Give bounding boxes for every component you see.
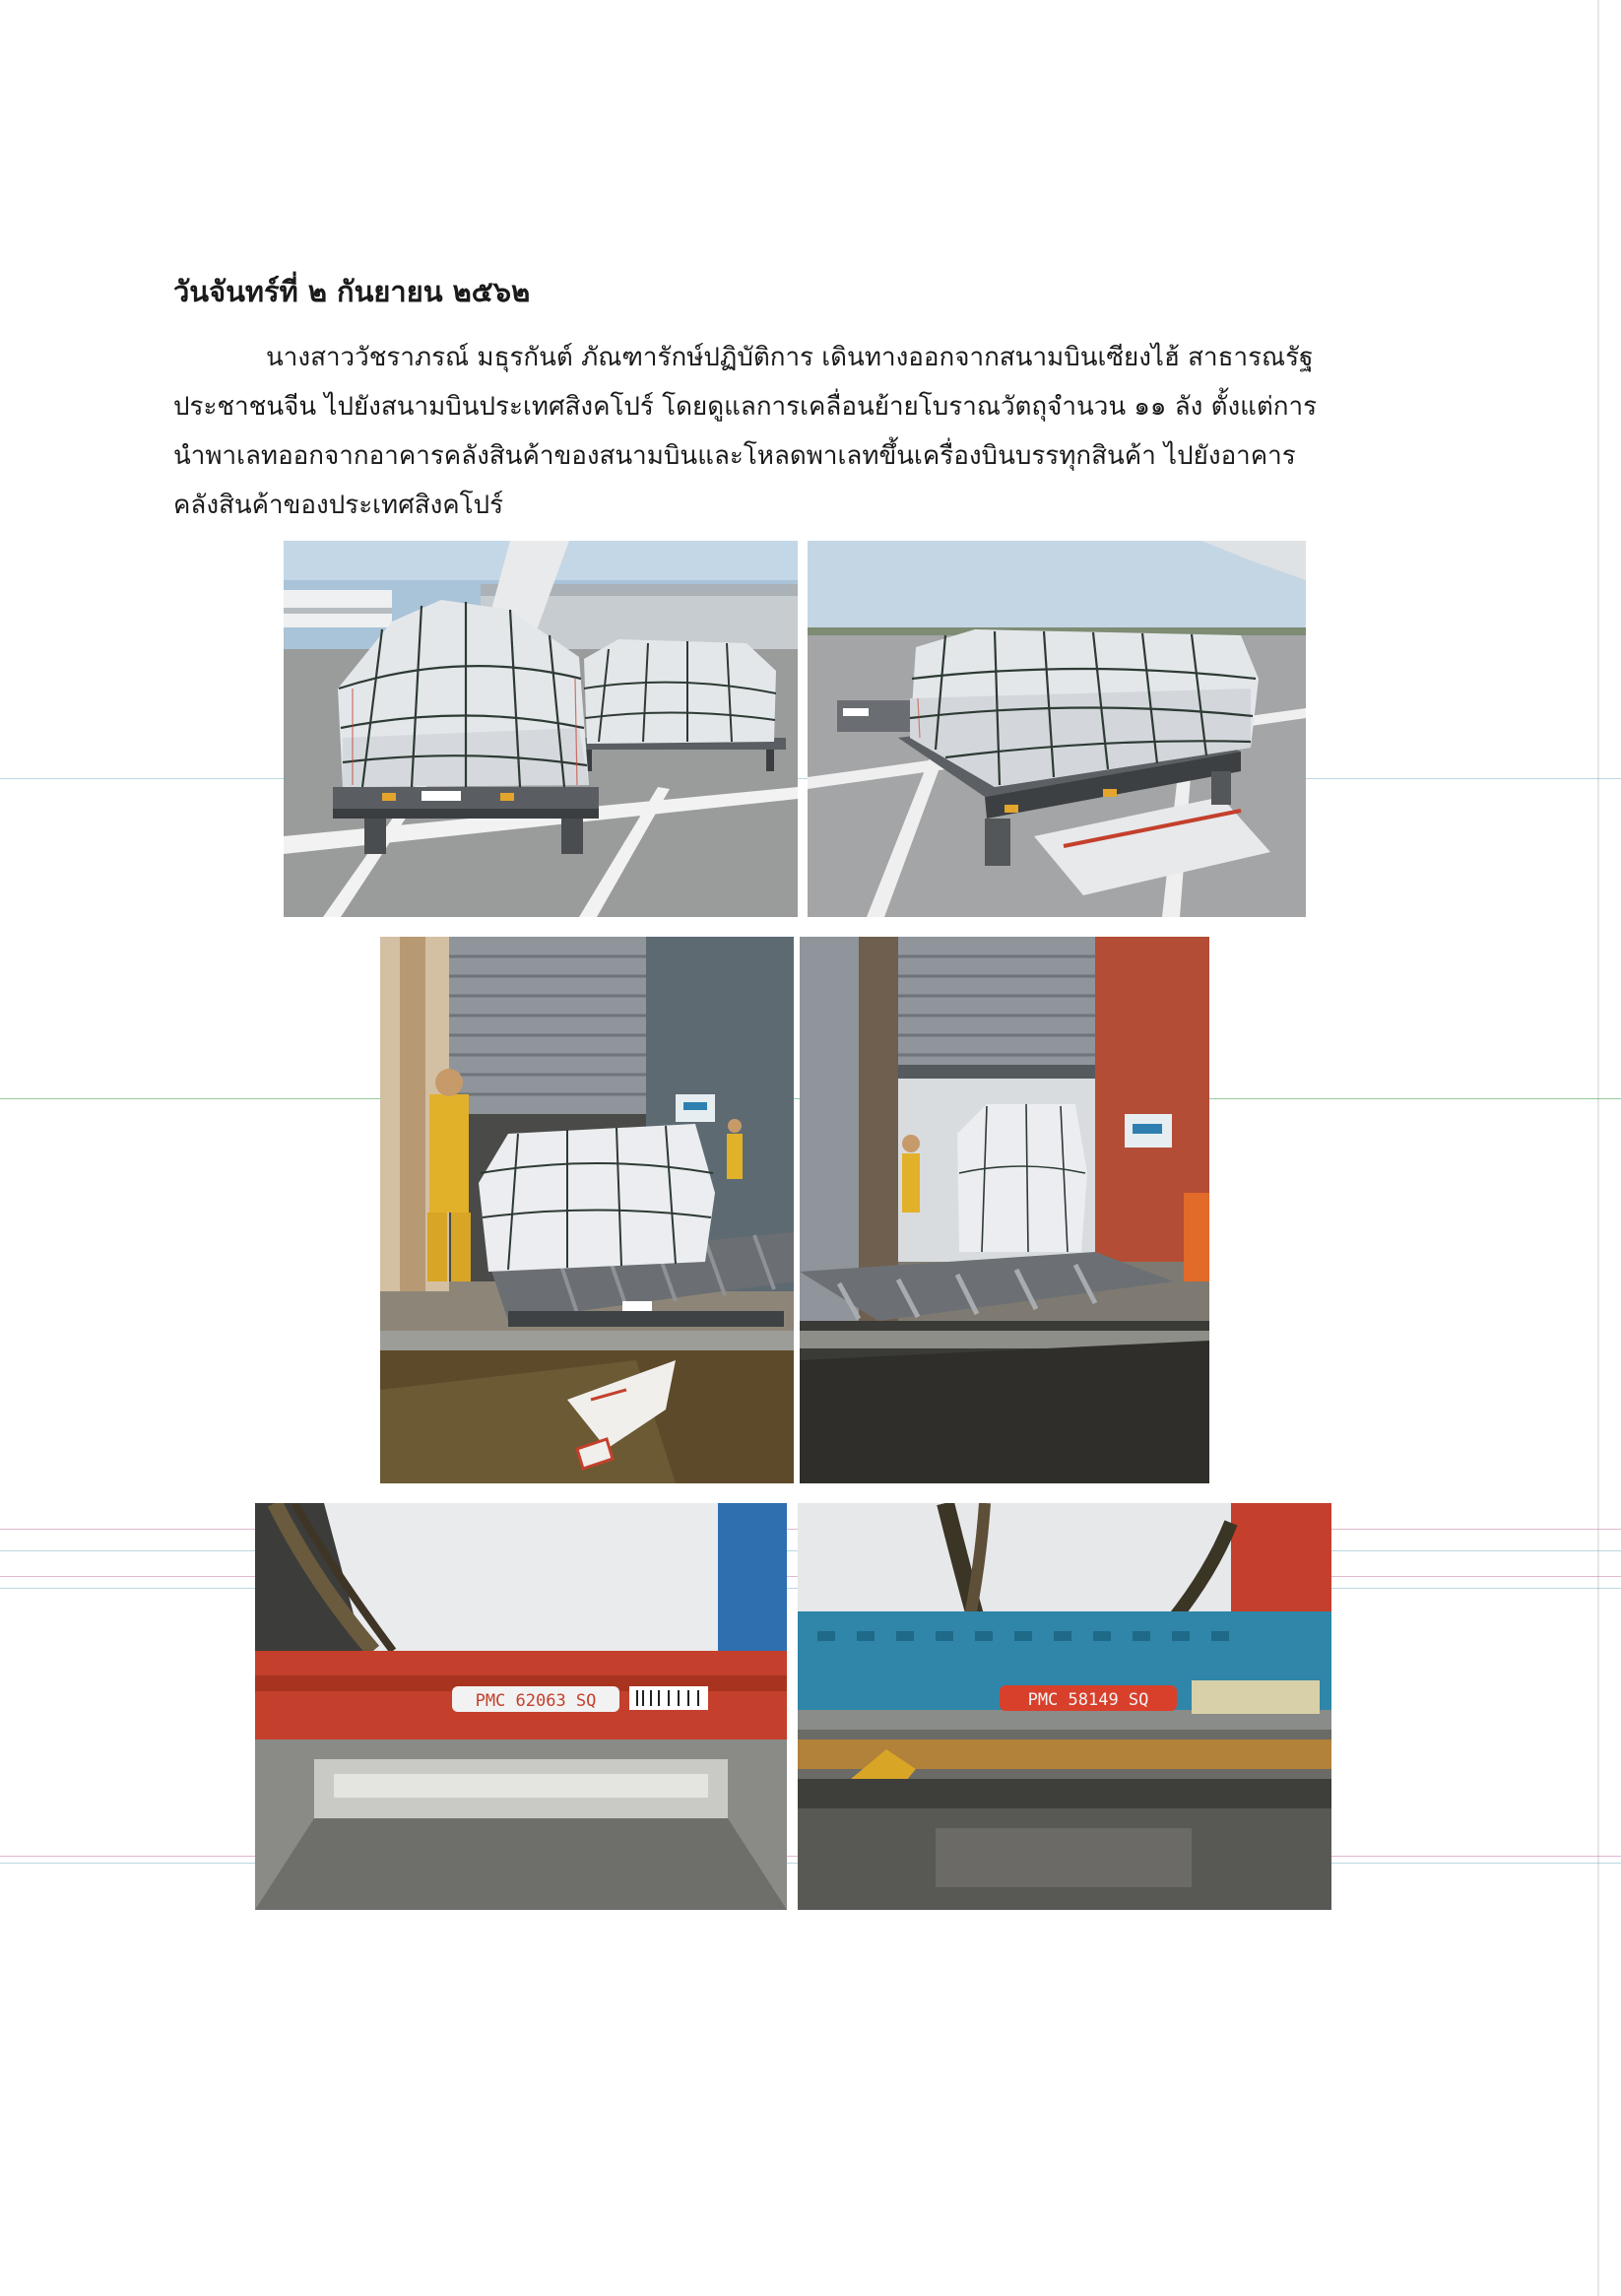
photo-pallets-at-aircraft	[284, 541, 798, 917]
date-heading: วันจันทร์ที่ ๒ กันยายน ๒๕๖๒	[173, 275, 531, 308]
paragraph-line: ประชาชนจีน ไปยังสนามบินประเทศสิงคโปร์ โดยดูแลการเคลื่อนย้ายโบราณวัตถุจำนวน ๑๑ ลัง ตั้งแต่การ	[173, 392, 1318, 422]
photo-pallet-tag-red	[255, 1503, 787, 1910]
paragraph-line: นำพาเลทออกจากอาคารคลังสินค้าของสนามบินและโหลดพาเลทขึ้นเครื่องบินบรรทุกสินค้า ไปยังอาคาร	[173, 441, 1296, 471]
pallet-tag-label: PMC 62063 SQ	[475, 1691, 597, 1711]
photo-pallet-dolly	[808, 541, 1306, 917]
photo-warehouse-loading	[380, 937, 794, 1483]
pallet-tag-label: PMC 58149 SQ	[1027, 1690, 1149, 1710]
photo-warehouse-door	[800, 937, 1209, 1483]
page-edge	[1597, 0, 1599, 2296]
paragraph-line: คลังสินค้าของประเทศสิงคโปร์	[173, 491, 504, 520]
report-paragraph	[173, 333, 1345, 530]
paragraph-line: นางสาววัชราภรณ์ มธุรกันต์ ภัณฑารักษ์ปฏิบัติการ เดินทางออกจากสนามบินเซียงไฮ้ สาธารณรัฐ	[266, 343, 1314, 372]
photo-pallet-tag-blue	[798, 1503, 1331, 1910]
